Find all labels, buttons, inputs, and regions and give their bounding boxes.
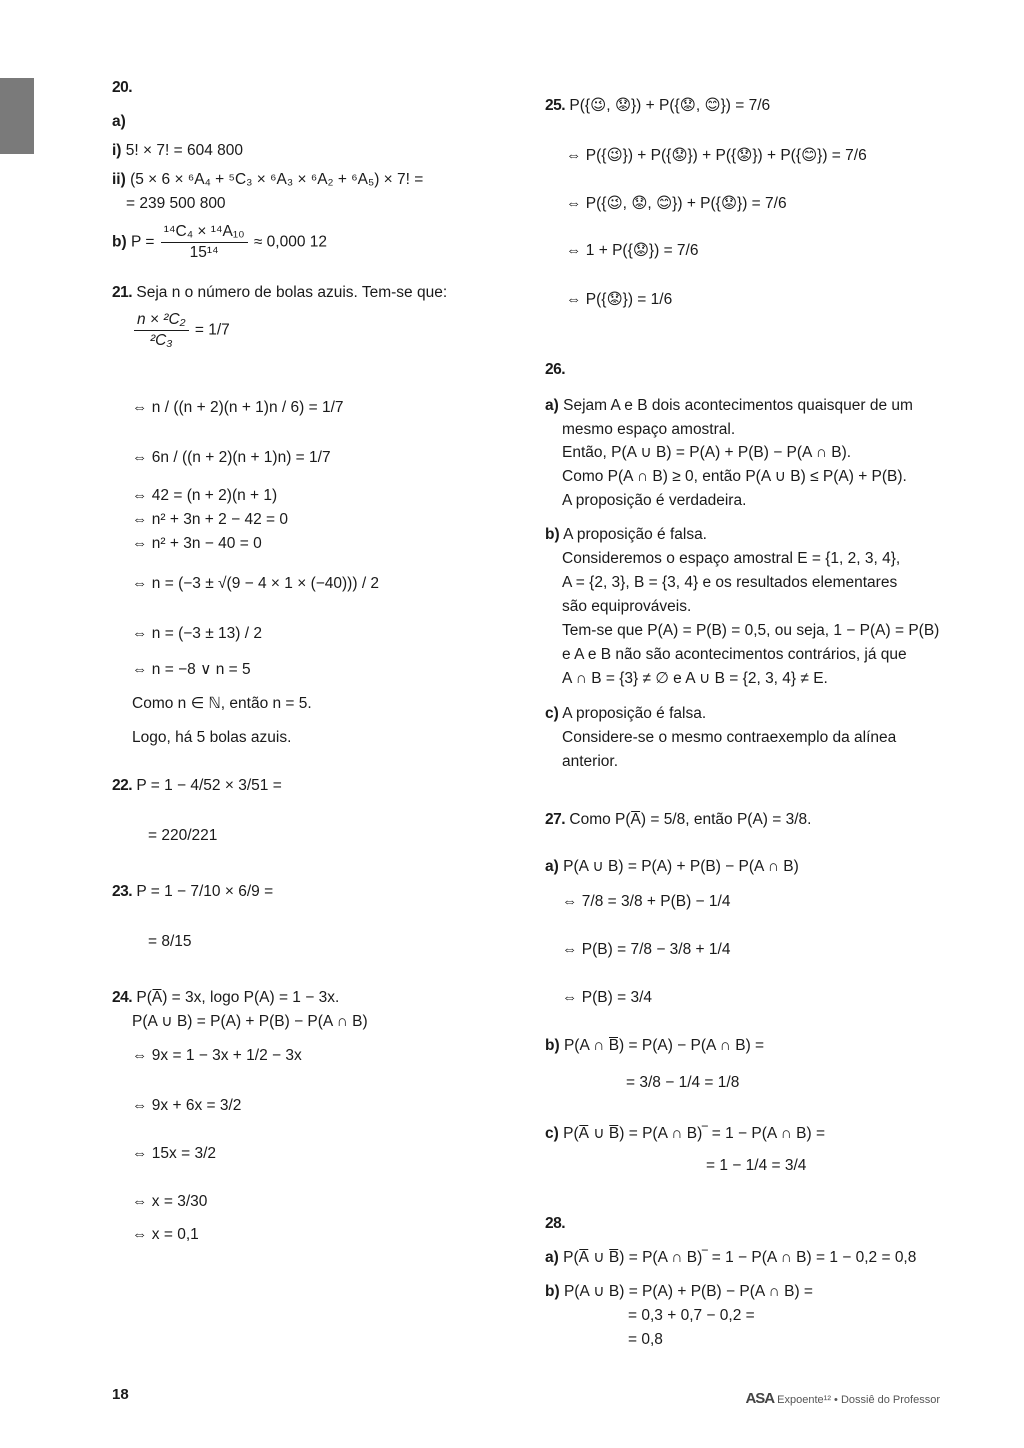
- q25-line3: ⇔ P({😉, 😟, 😊}) + P({😟}) = 7/6: [566, 195, 787, 212]
- q27-c1: c) P(A̅ ∪ B̅) = P(A ∩ B)‾ = 1 − P(A ∩ B) =: [545, 1125, 826, 1142]
- q21-line1: $\frac{\text{n × ²C₂}}{\text{²C₃}}$ = 1/7: [132, 310, 230, 351]
- q26-b4: são equiprováveis.: [562, 598, 692, 615]
- q21-line9: ⇔ n = −8 ∨ n = 5: [132, 661, 251, 678]
- q21-line8: ⇔ n = (−3 ± 13) / 2: [132, 625, 262, 642]
- q28-b2: = 0,3 + 0,7 − 0,2 =: [628, 1307, 755, 1324]
- q20-aii-result: = 239 500 800: [126, 195, 226, 212]
- q28-a1: a) P(A̅ ∪ B̅) = P(A ∩ B)‾ = 1 − P(A ∩ B) = 1 − 0,2 = 0,8: [545, 1249, 917, 1266]
- q21-line4: ⇔ 42 = (n + 2)(n + 1): [132, 487, 278, 504]
- q27-intro: 27. Como P(A̅) = 5/8, então P(A) = 3/8.: [545, 811, 812, 828]
- q25-line1: 25. P({😉, 😟}) + P({😟, 😊}) = 7/6: [545, 97, 771, 114]
- q21-line5: ⇔ n² + 3n + 2 − 42 = 0: [132, 511, 288, 528]
- q21-conclusion-2: Logo, há 5 bolas azuis.: [132, 729, 292, 746]
- q25-line4: ⇔ 1 + P({😟}) = 7/6: [566, 242, 699, 259]
- q28-number: 28.: [545, 1215, 566, 1232]
- q26-b7: A ∩ B = {3} ≠ ∅ e A ∪ B = {2, 3, 4} ≠ E.: [562, 670, 828, 687]
- q21-intro: 21. Seja n o número de bolas azuis. Tem-se que:: [112, 284, 448, 301]
- q26-a5: A proposição é verdadeira.: [562, 492, 747, 509]
- q24-line4: ⇔ 9x + 6x = 3/2: [132, 1097, 242, 1114]
- q26-a3: Então, P(A ∪ B) = P(A) + P(B) − P(A ∩ B).: [562, 444, 852, 461]
- q26-c3: anterior.: [562, 753, 619, 770]
- q21-line3: ⇔ 6n / ((n + 2)(n + 1)n) = 1/7: [132, 449, 331, 466]
- publisher-footer: [745, 1390, 940, 1407]
- q24-line3: ⇔ 9x = 1 − 3x + 1/2 − 3x: [132, 1047, 302, 1064]
- q26-c1: c) A proposição é falsa.: [545, 705, 707, 722]
- q26-b1: b) A proposição é falsa.: [545, 526, 707, 543]
- q24-line1: 24. P(A̅) = 3x, logo P(A) = 1 − 3x.: [112, 989, 340, 1006]
- q27-a4: ⇔ P(B) = 3/4: [562, 989, 653, 1006]
- q27-a3: ⇔ P(B) = 7/8 − 3/8 + 1/4: [562, 941, 731, 958]
- q25-line5: ⇔ P({😟}) = 1/6: [566, 291, 673, 308]
- q20-b-fraction: $\frac{\text{¹⁴C₄ × ¹⁴A₁₀}}{\text{15¹⁴}}$: [161, 222, 248, 263]
- q25-line2: ⇔ P({😉}) + P({😟}) + P({😟}) + P({😊}) = 7/6: [566, 147, 867, 164]
- q27-a1: a) P(A ∪ B) = P(A) + P(B) − P(A ∩ B): [545, 858, 799, 875]
- q27-b1: b) P(A ∩ B̅) = P(A) − P(A ∩ B) =: [545, 1037, 765, 1054]
- q24-line5: ⇔ 15x = 3/2: [132, 1145, 217, 1162]
- q20-b: b) P = $\frac{\text{¹⁴C₄ × ¹⁴A₁₀}}{\text{15¹⁴}}$ ≈ 0,000 12: [112, 223, 327, 261]
- brand-logo: ASA: [745, 1390, 775, 1407]
- q26-a4: Como P(A ∩ B) ≥ 0, então P(A ∪ B) ≤ P(A) + P(B).: [562, 468, 907, 485]
- q20-ai: i) 5! × 7! = 604 800: [112, 142, 243, 159]
- q26-b5: Tem-se que P(A) = P(B) = 0,5, ou seja, 1 − P(A) = P(B): [562, 622, 940, 639]
- q24-line7: ⇔ x = 0,1: [132, 1226, 199, 1243]
- q26-b2: Consideremos o espaço amostral E = {1, 2, 3, 4},: [562, 550, 901, 567]
- q28-b1: b) P(A ∪ B) = P(A) + P(B) − P(A ∩ B) =: [545, 1283, 813, 1300]
- q26-a2: mesmo espaço amostral.: [562, 421, 736, 438]
- q27-b2: = 3/8 − 1/4 = 1/8: [626, 1074, 740, 1091]
- q20-a-label: a): [112, 113, 126, 130]
- q26-number: 26.: [545, 361, 566, 378]
- q24-line6: ⇔ x = 3/30: [132, 1193, 208, 1210]
- q26-b3: A = {2, 3}, B = {3, 4} e os resultados elementares: [562, 574, 898, 591]
- q28-b3: = 0,8: [628, 1331, 663, 1348]
- q21-line6: ⇔ n² + 3n − 40 = 0: [132, 535, 262, 552]
- q26-c2: Considere-se o mesmo contraexemplo da alínea: [562, 729, 897, 746]
- chapter-tab: [0, 78, 34, 154]
- q21-conclusion-1: Como n ∈ ℕ, então n = 5.: [132, 695, 312, 712]
- q26-b6: e A e B não são acontecimentos contrários, já que: [562, 646, 907, 663]
- q20-aii: ii) (5 × 6 × ⁶A₄ + ⁵C₃ × ⁶A₃ × ⁶A₂ + ⁶A₅) × 7! =: [112, 171, 424, 188]
- q22-line2: = 220/221: [148, 827, 218, 844]
- q23-line1: 23. P = 1 − 7/10 × 6/9 =: [112, 883, 274, 900]
- q23-line2: = 8/15: [148, 933, 192, 950]
- series-title: Expoente¹² • Dossiê do Professor: [777, 1394, 940, 1406]
- q22-line1: 22. P = 1 − 4/52 × 3/51 =: [112, 777, 282, 794]
- page-number: 18: [112, 1386, 129, 1403]
- q24-line2: P(A ∪ B) = P(A) + P(B) − P(A ∩ B): [132, 1013, 368, 1030]
- q26-a1: a) Sejam A e B dois acontecimentos quaisquer de um: [545, 397, 913, 414]
- q27-c2: = 1 − 1/4 = 3/4: [706, 1157, 807, 1174]
- q20-number: 20.: [112, 79, 133, 96]
- q21-line2: ⇔ n / ((n + 2)(n + 1)n / 6) = 1/7: [132, 399, 344, 416]
- q21-line7: ⇔ n = (−3 ± √(9 − 4 × 1 × (−40))) / 2: [132, 575, 380, 592]
- q27-a2: ⇔ 7/8 = 3/8 + P(B) − 1/4: [562, 893, 731, 910]
